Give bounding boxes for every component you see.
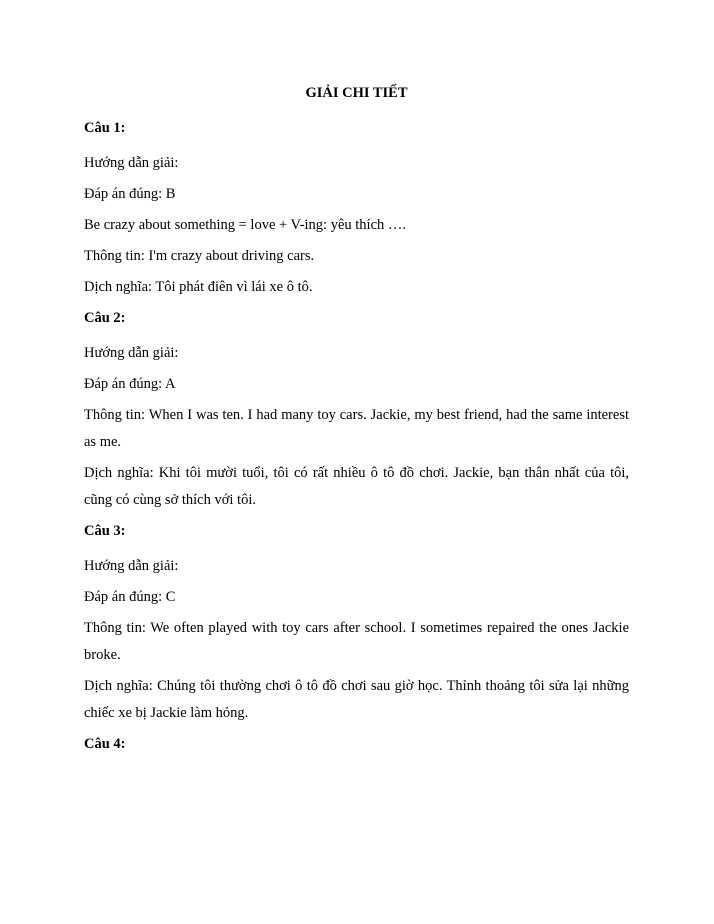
question-3 [84, 522, 629, 727]
translation-line: Dịch nghĩa: Chúng tôi thường chơi ô tô đồ chơi sau giờ học. Thỉnh thoảng tôi sửa lại những chiếc xe bị Jackie làm hỏng. [84, 678, 629, 721]
question-2 [84, 309, 629, 514]
info-line: Thông tin: We often played with toy cars after school. I sometimes repaired the ones Jackie broke. [84, 620, 629, 663]
guide-label: Hướng dẫn giải: [84, 558, 179, 574]
translation-line: Dịch nghĩa: Tôi phát điên vì lái xe ô tô. [84, 279, 313, 295]
guide-label: Hướng dẫn giải: [84, 155, 179, 171]
question-heading: Câu 3: [84, 523, 126, 539]
info-line: Thông tin: I'm crazy about driving cars. [84, 248, 315, 264]
info-line: Thông tin: When I was ten. I had many toy cars. Jackie, my best friend, had the same interest as me. [84, 407, 629, 450]
guide-label: Hướng dẫn giải: [84, 345, 179, 361]
explanation-line: Be crazy about something = love + V-ing: yêu thích …. [84, 217, 407, 233]
answer-line: Đáp án đúng: C [84, 589, 176, 605]
question-heading: Câu 4: [84, 736, 126, 752]
question-heading: Câu 2: [84, 310, 126, 326]
question-1 [84, 119, 629, 301]
question-4 [84, 735, 629, 753]
answer-line: Đáp án đúng: A [84, 376, 176, 392]
page-title: GIẢI CHI TIẾT [305, 85, 408, 101]
translation-line: Dịch nghĩa: Khi tôi mười tuổi, tôi có rất nhiều ô tô đồ chơi. Jackie, bạn thân nhất của tôi, cũng có cùng sở thích với tôi. [84, 465, 629, 508]
document-page [84, 84, 629, 770]
answer-line: Đáp án đúng: B [84, 186, 176, 202]
question-heading: Câu 1: [84, 120, 126, 136]
